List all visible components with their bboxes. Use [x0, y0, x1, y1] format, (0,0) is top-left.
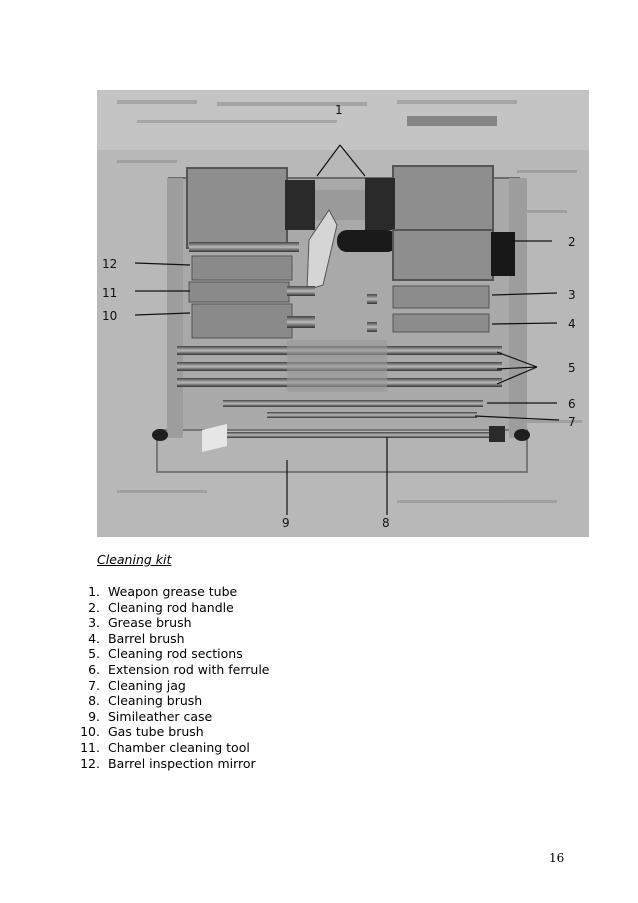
callout-3: 3 [568, 288, 576, 302]
item-number: 1. [88, 584, 100, 599]
item-number: 2. [88, 599, 100, 615]
item-number: 10. [80, 724, 100, 740]
item-label: Barrel brush [108, 630, 185, 646]
callout-1: 1 [335, 103, 343, 117]
list-item [70, 678, 270, 694]
list-item [70, 693, 270, 709]
item-label: Gas tube brush [108, 724, 204, 740]
item-number: 12. [80, 755, 100, 771]
item-number: 7. [88, 677, 100, 693]
callout-9: 9 [282, 516, 290, 530]
list-item [70, 709, 270, 725]
item-number: 4. [88, 630, 100, 646]
item-label: Cleaning rod sections [108, 646, 243, 662]
callout-5: 5 [568, 361, 576, 375]
callout-12: 12 [102, 257, 118, 271]
item-label: Simileather case [108, 708, 213, 724]
callout-4: 4 [568, 317, 576, 331]
list-item [70, 584, 270, 600]
list-item [70, 740, 270, 756]
callout-6: 6 [568, 397, 576, 411]
item-number: 5. [88, 646, 100, 662]
item-list [70, 584, 270, 771]
list-item [70, 615, 270, 631]
callout-7: 7 [568, 415, 576, 429]
item-number: 6. [88, 661, 100, 677]
item-number: 8. [88, 693, 100, 709]
item-number: 3. [88, 615, 100, 631]
item-number: 11. [80, 739, 100, 755]
page-number: 16 [549, 851, 565, 865]
callout-10: 10 [102, 309, 118, 323]
list-item [70, 600, 270, 616]
item-label: Cleaning brush [108, 693, 203, 709]
list-item [70, 646, 270, 662]
item-label: Chamber cleaning tool [108, 739, 250, 755]
item-number: 9. [88, 708, 100, 724]
item-label: Cleaning rod handle [108, 599, 234, 615]
list-item [70, 756, 270, 772]
callout-11: 11 [102, 286, 118, 300]
list-item [70, 631, 270, 647]
item-label: Extension rod with ferrule [108, 661, 270, 677]
callout-8: 8 [382, 516, 390, 530]
item-label: Grease brush [108, 615, 192, 631]
item-label: Cleaning jag [108, 677, 186, 693]
list-item [70, 724, 270, 740]
callout-2: 2 [568, 235, 576, 249]
item-label: Barrel inspection mirror [108, 755, 256, 771]
cleaning-kit-photo [97, 90, 589, 537]
list-item [70, 662, 270, 678]
figure-caption: Cleaning kit [97, 552, 172, 567]
item-label: Weapon grease tube [108, 584, 238, 599]
